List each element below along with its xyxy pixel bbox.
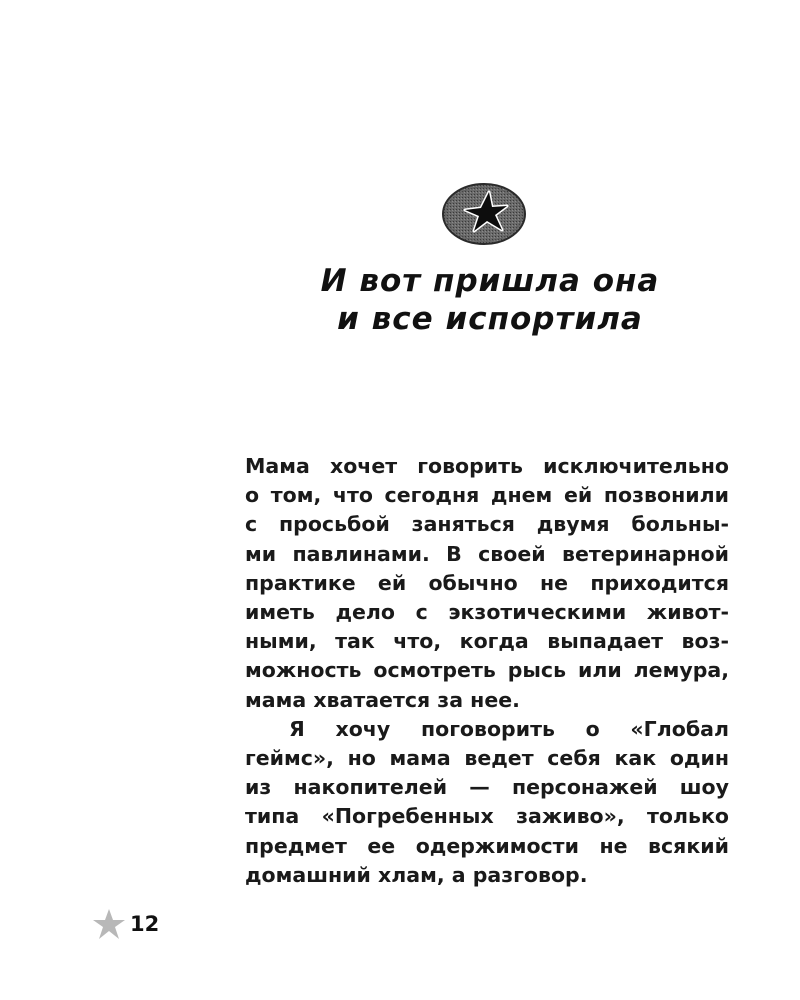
text-line: ными, так что, когда выпадает воз-: [245, 629, 729, 654]
text-line: домашний хлам, а разговор.: [245, 862, 588, 887]
chapter-badge: [441, 182, 527, 246]
text-line: мама хватается за нее.: [245, 687, 520, 712]
text-line: иметь дело с экзотическими живот-: [245, 600, 729, 625]
text-line: ми павлинами. В своей ветеринарной: [245, 541, 729, 566]
star-stone-icon: [441, 182, 527, 246]
text-line: типа «Погребенных заживо», только: [245, 804, 729, 829]
text-line: можность осмотреть рысь или лемура,: [245, 658, 729, 683]
text-line: Мама хочет говорить исключительно: [245, 454, 729, 478]
paragraph-2: [245, 715, 729, 890]
text-line: геймс», но мама ведет себя как один: [245, 746, 729, 771]
page-number: 12: [130, 912, 160, 936]
text-line: с просьбой заняться двумя больны-: [245, 512, 729, 537]
paragraph-1: [245, 452, 729, 715]
page-footer: [92, 906, 159, 942]
star-icon: [92, 908, 126, 940]
chapter-body: [245, 452, 729, 890]
chapter-title-line-1: И вот пришла она: [320, 263, 660, 299]
text-line: из накопителей — персонажей шоу: [245, 775, 729, 800]
chapter-title-line-2: и все испортила: [337, 301, 643, 337]
text-line: предмет ее одержимости не всякий: [245, 833, 729, 858]
chapter-title: [300, 262, 680, 338]
text-line: практике ей обычно не приходится: [245, 570, 729, 595]
text-line: о том, что сегодня днем ей позвонили: [245, 483, 729, 508]
text-line: Я хочу поговорить о «Глобал: [289, 716, 729, 741]
